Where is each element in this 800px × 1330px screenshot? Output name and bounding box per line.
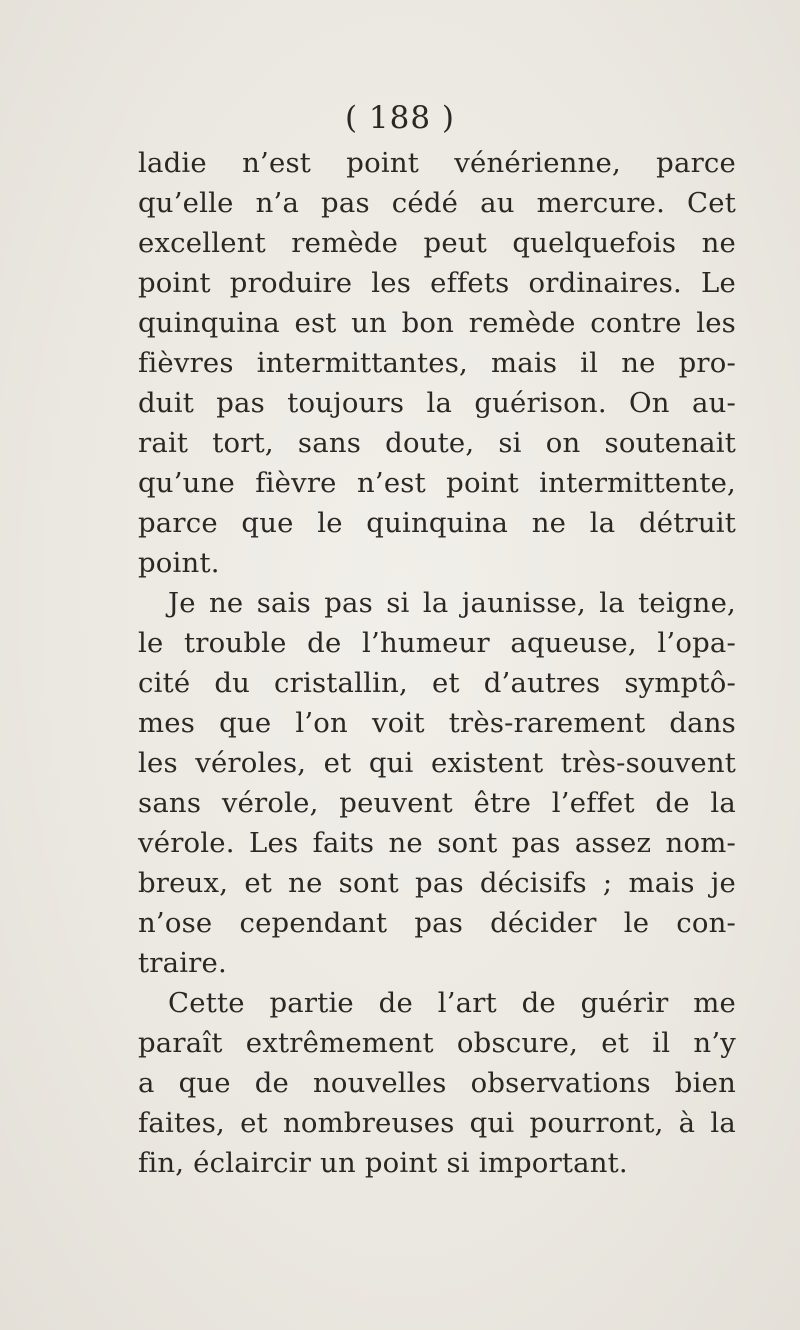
text-line: fin, éclaircir un point si important.	[138, 1147, 628, 1179]
text-line: point.	[138, 547, 220, 579]
text-line: le trouble de l’humeur aqueuse, l’opa-	[138, 627, 736, 659]
text-line: rait tort, sans doute, si on soutenait	[138, 427, 736, 459]
text-line: cité du cristallin, et d’autres symptô-	[138, 667, 736, 699]
text-line: Je ne sais pas si la jaunisse, la teigne,	[168, 587, 736, 619]
body-text	[138, 143, 736, 1183]
text-line: n’ose cependant pas décider le con-	[138, 907, 736, 939]
text-line: mes que l’on voit très-rarement dans	[138, 707, 736, 739]
text-line: sans vérole, peuvent être l’effet de la	[138, 787, 736, 819]
text-line: breux, et ne sont pas décisifs ; mais je	[138, 867, 736, 899]
text-line: qu’elle n’a pas cédé au mercure. Cet	[138, 187, 736, 219]
text-line: vérole. Les faits ne sont pas assez nom-	[138, 827, 736, 859]
text-line: les véroles, et qui existent très-souvent	[138, 747, 736, 779]
text-line: duit pas toujours la guérison. On au-	[138, 387, 736, 419]
text-line: fièvres intermittantes, mais il ne pro-	[138, 347, 736, 379]
text-line: excellent remède peut quelquefois ne	[138, 227, 736, 259]
text-line: ladie n’est point vénérienne, parce	[138, 147, 736, 179]
page-number: ( 188 )	[344, 100, 456, 136]
text-line: faites, et nombreuses qui pourront, à la	[138, 1107, 736, 1139]
text-line: paraît extrêmement obscure, et il n’y	[138, 1027, 736, 1059]
text-line: qu’une fièvre n’est point intermittente,	[138, 467, 736, 499]
text-line: Cette partie de l’art de guérir me	[168, 987, 736, 1019]
text-line: point produire les effets ordinaires. Le	[138, 267, 736, 299]
text-line: quinquina est un bon remède contre les	[138, 307, 736, 339]
text-line: a que de nouvelles observations bien	[138, 1067, 736, 1099]
text-line: traire.	[138, 947, 227, 979]
text-line: parce que le quinquina ne la détruit	[138, 507, 736, 539]
